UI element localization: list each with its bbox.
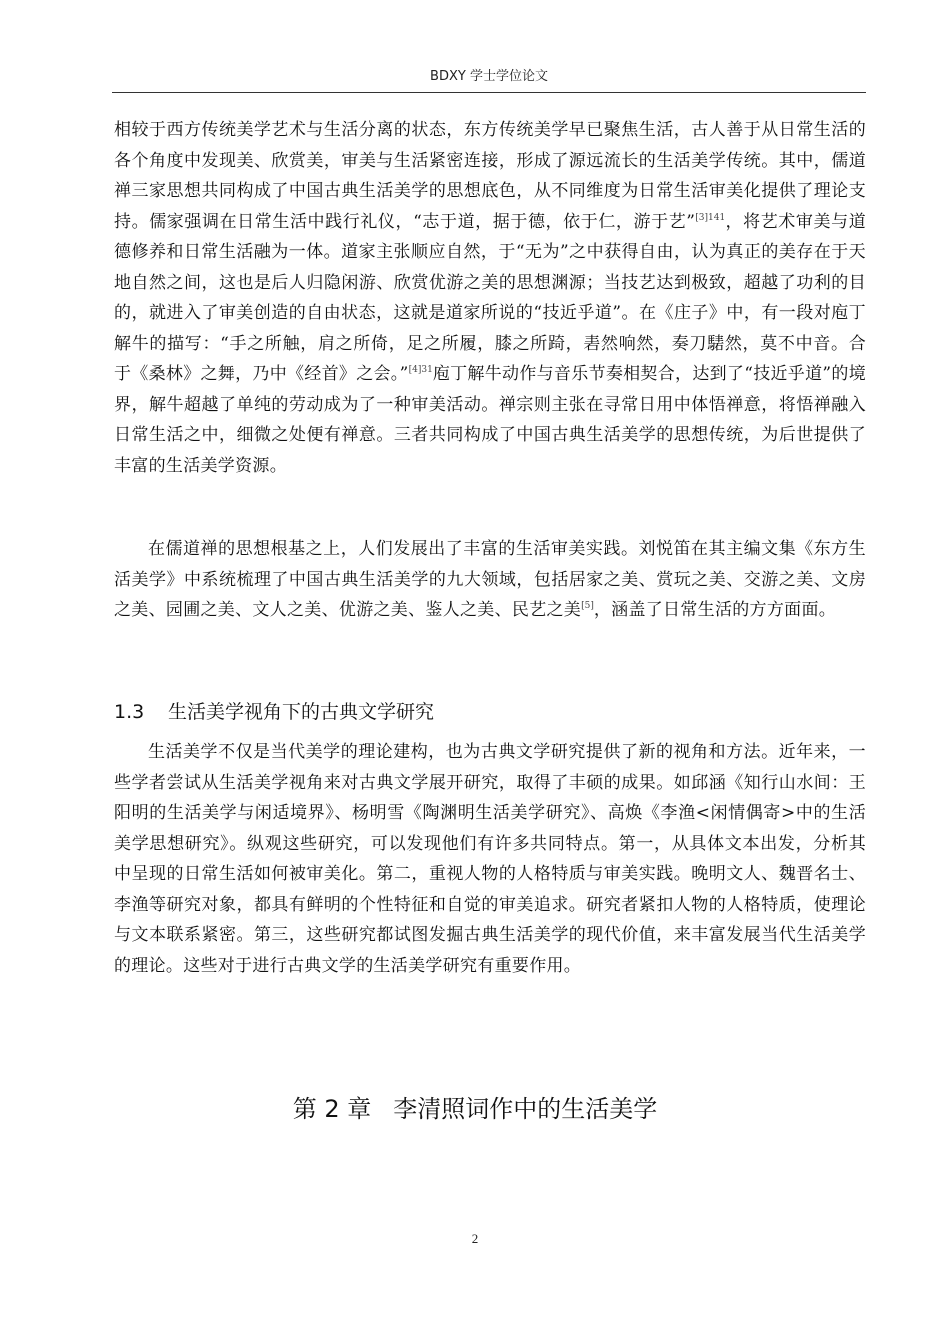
citation-4: [4]31 bbox=[408, 365, 433, 375]
header-title: BDXY 学士学位论文 bbox=[430, 69, 548, 84]
paragraph-text: ，涵盖了日常生活的方方面面。 bbox=[593, 600, 837, 620]
paragraph-text: 相较于西方传统美学艺术与生活分离的状态，东方传统美学早已聚焦生活，古人善于从日常生活的各个角度中发现美、欣赏美，审美与生活紧密连接，形成了源远流长的生活美学传统。其中，儒道禅三家思想共同构成了中国古典生活美学的思想底色，从不同维度为日常生活审美化提供了理论支持。儒家强调在日常生活中践行礼仪，“志于道，据于德，依于仁，游于艺” bbox=[114, 120, 866, 232]
chapter-number: 第 2 章 bbox=[292, 1095, 372, 1123]
section-heading bbox=[114, 696, 434, 728]
header-rule bbox=[112, 92, 866, 93]
paragraph-aesthetic-practice bbox=[114, 534, 866, 626]
paragraph-literature-research bbox=[114, 737, 866, 981]
page-number: 2 bbox=[471, 1231, 479, 1246]
chapter-heading bbox=[0, 1091, 950, 1127]
paragraph-text: 在儒道禅的思想根基之上，人们发展出了丰富的生活审美实践。刘悦笛在其主编文集《东方生活美学》中系统梳理了中国古典生活美学的九大领域，包括居家之美、赏玩之美、交游之美、文房之美、园圃之美、文人之美、优游之美、鉴人之美、民艺之美 bbox=[114, 539, 866, 620]
paragraph-text: 生活美学不仅是当代美学的理论建构，也为古典文学研究提供了新的视角和方法。近年来，一些学者尝试从生活美学视角来对古典文学展开研究，取得了丰硕的成果。如邱涵《知行山水间：王阳明的生活美学与闲适境界》、杨明雪《陶渊明生活美学研究》、高焕《李渔<闲情偶寄>中的生活美学思想研究》。纵观这些研究，可以发现他们有许多共同特点。第一，从具体文本出发，分析其中呈现的日常生活如何被审美化。第二，重视人物的人格特质与审美实践。晚明文人、魏晋名士、李渔等研究对象，都具有鲜明的个性特征和自觉的审美追求。研究者紧扣人物的人格特质，使理论与文本联系紧密。第三，这些研究都试图发掘古典生活美学的现代价值，来丰富发展当代生活美学的理论。这些对于进行古典文学的生活美学研究有重要作用。 bbox=[114, 742, 866, 976]
chapter-title: 李清照词作中的生活美学 bbox=[393, 1095, 658, 1123]
citation-3: [3]141 bbox=[695, 212, 726, 223]
paragraph-text: 庖丁解牛动作与音乐节奏相契合，达到了“技近乎道”的境界，解牛超越了单纯的劳动成为了一种审美活动。禅宗则主张在寻常日用中体悟禅意，将悟禅融入日常生活之中，细微之处便有禅意。三者共同构成了中国古典生活美学的思想传统，为后世提供了丰富的生活美学资源。 bbox=[114, 364, 867, 476]
running-header bbox=[112, 66, 866, 92]
paragraph-confucian-daoist-zen bbox=[114, 115, 866, 481]
citation-5: [5] bbox=[581, 601, 594, 611]
section-title: 生活美学视角下的古典文学研究 bbox=[168, 701, 435, 723]
paragraph-text: ，将艺术审美与道德修养和日常生活融为一体。道家主张顺应自然，于“无为”之中获得自由，认为真正的美存在于天地自然之间，这也是后人归隐闲游、欣赏优游之美的思想渊源；当技艺达到极致，超越了功利的目的，就进入了审美创造的自由状态，这就是道家所说的“技近乎道”。在《庄子》中，有一段对庖丁解牛的描写：“手之所触，肩之所倚，足之所履，膝之所踦，砉然响然，奏刀騞然，莫不中音。合于《桑林》之舞，乃中《经首》之会。” bbox=[114, 211, 866, 384]
section-number: 1.3 bbox=[114, 701, 145, 723]
